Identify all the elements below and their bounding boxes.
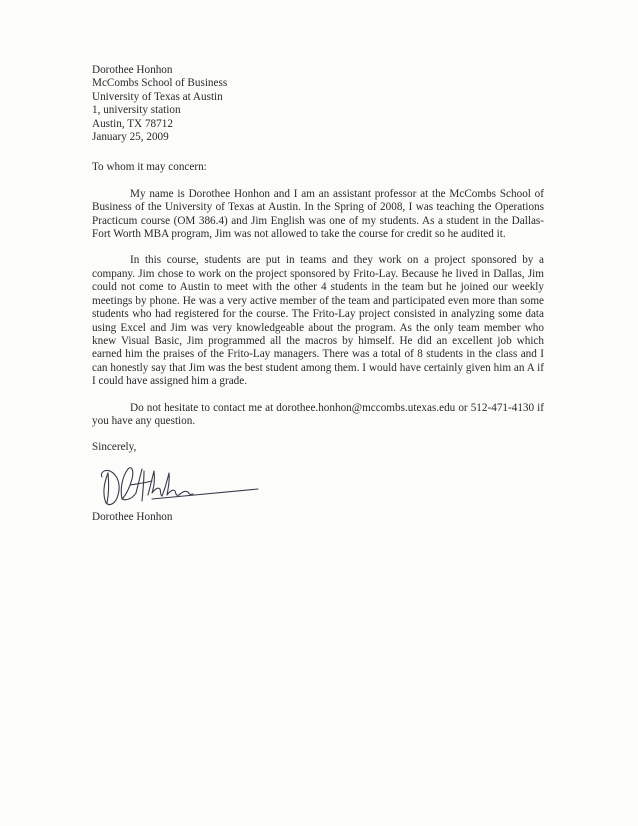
paragraph-introduction: My name is Dorothee Honhon and I am an assistant professor at the McCombs School of Business of the University of Texas at Austin. In the Spring of 2008, I was teaching the Operations Practicum course (OM 386.4) and Jim English was one of my students. As a student in the Dallas-Fort Worth MBA program, Jim was not allowed to take the course for credit so he audited it. xyxy=(92,187,544,241)
sender-address-block xyxy=(92,64,544,144)
salutation: To whom it may concern: xyxy=(92,161,207,174)
sender-school: McCombs School of Business xyxy=(92,77,228,90)
paragraph-contact: Do not hesitate to contact me at dorothee.honhon@mccombs.utexas.edu or 512-471-4130 if you have any question. xyxy=(92,401,544,427)
sender-university: University of Texas at Austin xyxy=(92,90,223,103)
signer-name: Dorothee Honhon xyxy=(92,510,173,523)
letter-date: January 25, 2009 xyxy=(92,131,169,144)
sender-name: Dorothee Honhon xyxy=(92,64,173,76)
sender-street: 1, university station xyxy=(92,104,181,117)
sender-city: Austin, TX 78712 xyxy=(92,117,173,130)
closing: Sincerely, xyxy=(92,441,137,454)
paragraph-project: In this course, students are put in teams and they work on a project sponsored by a company. Jim chose to work on the project sponsored by Frito-Lay. Because he lived in Dallas, Jim could not come to Austin to meet with the other 4 students in the team but he joined our weekly meetings by phone. He was a very active member of the team and participated even more than some students who had registered for the course. The Frito-Lay project consisted in analyzing some data using Excel and Jim was very knowledgeable about the program. As the only team member who knew Visual Basic, Jim programmed all the macros by himself. He did an excellent job which earned him the praises of the Frito-Lay managers. There was a total of 8 students in the class and I can honestly say that Jim was the best student among them. I would have certainly given him an A if I could have assigned him a grade. xyxy=(92,254,544,388)
letter-body xyxy=(92,64,544,524)
handwritten-signature xyxy=(92,459,262,511)
